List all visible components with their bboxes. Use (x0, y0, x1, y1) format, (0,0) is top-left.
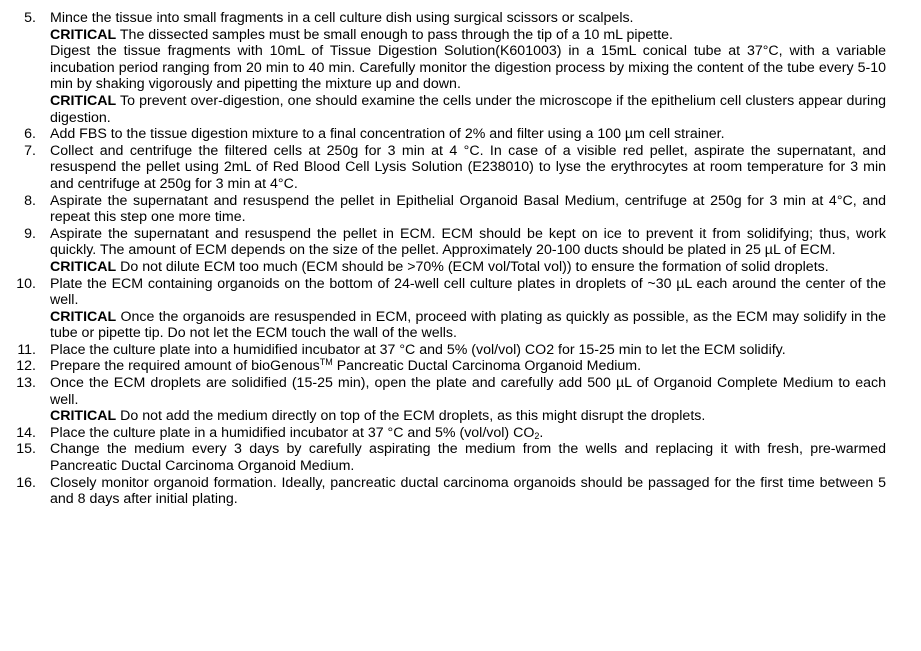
protocol-step (8, 358, 886, 375)
step-number: 11. (17, 341, 36, 358)
step-text: Place the culture plate into a humidified incubator at 37 °C and 5% (vol/vol) CO2 for 15-25 min to let the ECM solidify. (50, 341, 786, 358)
critical-text: Do not dilute ECM too much (ECM should be >70% (ECM vol/Total vol)) to ensure the formation of solid droplets. (120, 258, 829, 275)
protocol-step (8, 10, 886, 126)
step-text: Closely monitor organoid formation. Ideally, pancreatic ductal carcinoma organoids should be passaged for the first time between 5 and 8 days after initial plating. (50, 474, 886, 508)
critical-note (50, 259, 886, 276)
step-text: Change the medium every 3 days by carefully aspirating the medium from the wells and replacing it with fresh, pre-warmed Pancreatic Ductal Carcinoma Organoid Medium. (50, 441, 886, 475)
critical-note (50, 93, 886, 126)
step-text: Collect and centrifuge the filtered cells at 250g for 3 min at 4 °C. In case of a visible red pellet, aspirate the supernatant, and resuspend the pellet using 2mL of Red Blood Cell Lysis Solution (E238010) to lyse the erythrocytes at room temperature for 3 min and centrifuge at 250g for 3 min at 4°C. (50, 142, 886, 192)
critical-note (50, 309, 886, 342)
critical-label: CRITICAL (50, 258, 117, 275)
critical-text: Once the organoids are resuspended in ECM, proceed with plating as quickly as possible, as the ECM may solidify in the tube or pipette tip. Do not let the ECM touch the wall of the wells. (50, 308, 886, 342)
trademark-superscript: TM (319, 357, 333, 368)
step-number: 10. (16, 275, 36, 292)
critical-text: To prevent over-digestion, one should examine the cells under the microscope if the epithelium cell clusters appear during digestion. (50, 92, 886, 126)
protocol-step (8, 425, 886, 442)
step-text: Aspirate the supernatant and resuspend the pellet in ECM. ECM should be kept on ice to prevent it from solidifying; thus, work quickly. The amount of ECM depends on the size of the pellet. Approximately 20-100 ducts should be plated in 25 µL of ECM. (50, 225, 886, 259)
step-text (50, 425, 886, 442)
step-text (50, 358, 886, 375)
protocol-step (8, 441, 886, 474)
step-text-part: Place the culture plate in a humidified incubator at 37 °C and 5% (vol/vol) CO (50, 424, 535, 441)
step-text: Once the ECM droplets are solidified (15-25 min), open the plate and carefully add 500 µL of Organoid Complete Medium to each well. (50, 375, 886, 408)
critical-text: Do not add the medium directly on top of the ECM droplets, as this might disrupt the droplets. (120, 408, 706, 425)
protocol-step (8, 375, 886, 425)
protocol-step (8, 193, 886, 226)
step-number: 5. (24, 10, 36, 26)
step-text: Aspirate the supernatant and resuspend the pellet in Epithelial Organoid Basal Medium, centrifuge at 250g for 3 min at 4°C, and repeat this step one more time. (50, 192, 886, 226)
step-text: Add FBS to the tissue digestion mixture to a final concentration of 2% and filter using a 100 µm cell strainer. (50, 126, 725, 143)
critical-note (50, 27, 886, 44)
critical-text: The dissected samples must be small enough to pass through the tip of a 10 mL pipette. (119, 26, 673, 43)
step-number: 8. (24, 192, 36, 209)
protocol-step (8, 276, 886, 342)
critical-label: CRITICAL (50, 26, 117, 43)
critical-label: CRITICAL (50, 408, 117, 425)
protocol-step (8, 143, 886, 193)
step-number: 9. (24, 225, 36, 242)
protocol-step (8, 126, 886, 143)
step-number: 7. (24, 142, 36, 159)
subscript: 2 (534, 430, 540, 441)
step-text: Mince the tissue into small fragments in a cell culture dish using surgical scissors or scalpels. (50, 10, 634, 26)
critical-label: CRITICAL (50, 92, 117, 109)
step-number: 6. (24, 126, 36, 143)
critical-label: CRITICAL (50, 308, 117, 325)
step-number: 14. (16, 424, 36, 441)
protocol-step (8, 342, 886, 359)
step-number: 16. (16, 474, 36, 491)
step-text: Plate the ECM containing organoids on the bottom of 24-well cell culture plates in droplets of ~30 µL each around the center of the well. (50, 275, 886, 309)
step-number: 13. (16, 375, 36, 392)
protocol-step (8, 475, 886, 508)
step-number: 12. (16, 358, 36, 375)
step-text: Digest the tissue fragments with 10mL of Tissue Digestion Solution(K601003) in a 15mL conical tube at 37°C, with a variable incubation period ranging from 20 min to 40 min. Carefully monitor the digestion process by mixing the content of the tube every 5-10 min by shaking vigorously and pipetting the mixture up and down. (50, 43, 886, 93)
critical-note (50, 408, 886, 425)
protocol-step (8, 226, 886, 276)
step-number: 15. (16, 441, 36, 458)
protocol-steps-list (8, 10, 886, 508)
step-text-part: Prepare the required amount of bioGenous (50, 358, 320, 375)
step-text-part: . (539, 424, 544, 441)
step-text-part: Pancreatic Ductal Carcinoma Organoid Medium. (332, 358, 642, 375)
